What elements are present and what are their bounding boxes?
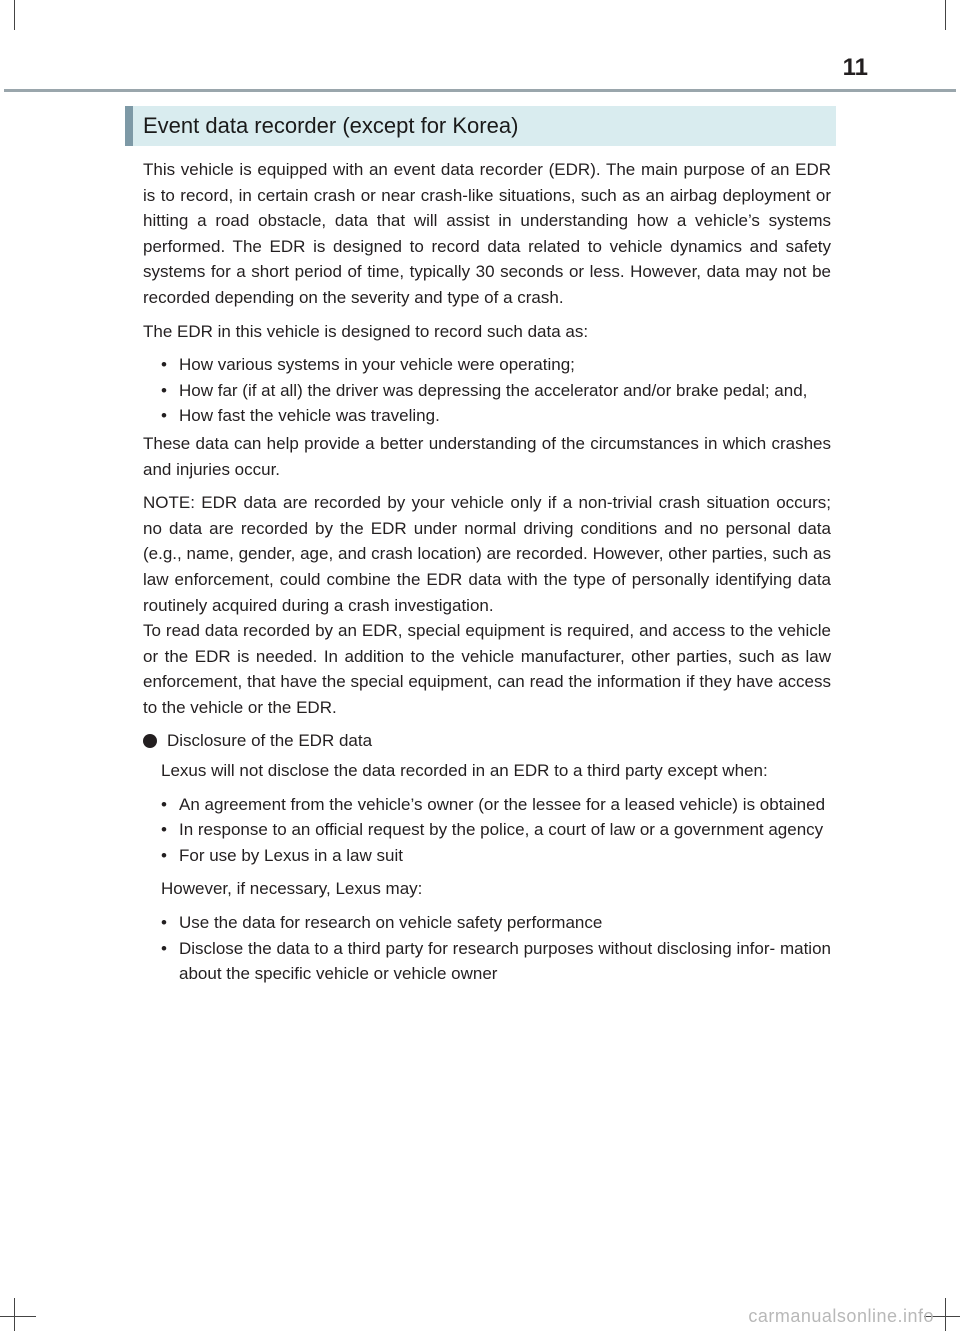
list-item: • How fast the vehicle was traveling. — [143, 403, 831, 429]
bullet-icon: • — [161, 913, 167, 933]
may-items-list — [161, 910, 831, 987]
understanding-paragraph: These data can help provide a better understanding of the circumstances in which crashes and injuries occur. — [143, 433, 831, 479]
crop-mark — [945, 1298, 946, 1331]
bullet-icon: • — [161, 794, 167, 814]
list-item: • In response to an official request by the police, a court of law or a government agency — [161, 817, 831, 843]
crop-mark — [14, 0, 15, 30]
note-paragraph: NOTE: EDR data are recorded by your vehicle only if a non-trivial crash situation occurs; no data are recorded by the EDR under normal driving conditions and no personal data (e.g., name, gender, age, and crash location) are recorded. However, other parties, such as law enforcement, could combine the EDR data with the type of personally identifying data routinely acquired during a crash investigation. — [143, 493, 831, 615]
read-data-paragraph: To read data recorded by an EDR, special equipment is required, and access to the vehicle or the EDR is needed. In addition to the vehicle manufacturer, other parties, such as law enforcement, that have the special equipment, can read the information if they have access to the vehicle or the EDR. — [143, 621, 831, 717]
may-intro: However, if necessary, Lexus may: — [161, 879, 423, 899]
list-item: • Disclose the data to a third party for research purposes without disclosing infor- mation about the specific vehicle or vehicle owner — [161, 936, 831, 987]
crop-mark — [0, 1316, 36, 1317]
bullet-icon: • — [161, 380, 167, 400]
list-item: • An agreement from the vehicle’s owner (or the lessee for a leased vehicle) is obtained — [161, 792, 831, 818]
record-items-list — [143, 352, 831, 429]
intro-paragraph: This vehicle is equipped with an event data recorder (EDR). The main purpose of an EDR is to record, in certain crash or near crash-like situations, such as an airbag deployment or hitting a road obstacle, data that will assist in understanding how a vehicle’s systems performed. The EDR is designed to record data related to vehicle dynamics and safety systems for a short period of time, typically 30 seconds or less. However, data may not be recorded depending on the severity and type of a crash. — [143, 160, 831, 307]
disclosure-intro: Lexus will not disclose the data recorded in an EDR to a third party except when: — [161, 761, 768, 781]
section-header — [125, 106, 836, 146]
bullet-icon: • — [161, 820, 167, 840]
filled-circle-icon — [143, 734, 157, 748]
list-item: • Use the data for research on vehicle safety performance — [161, 910, 831, 936]
bullet-icon: • — [161, 845, 167, 865]
disclosure-exceptions-list — [161, 792, 831, 869]
page-number: 11 — [842, 54, 868, 81]
list-item: • How various systems in your vehicle were operating; — [143, 352, 831, 378]
disclosure-heading-text: Disclosure of the EDR data — [167, 731, 373, 751]
content-body — [143, 157, 831, 995]
bullet-icon: • — [161, 406, 167, 426]
watermark: carmanualsonline.info — [748, 1306, 934, 1326]
list-item: • How far (if at all) the driver was depressing the accelerator and/or brake pedal; and, — [143, 378, 831, 404]
bullet-icon: • — [161, 938, 167, 958]
section-title: Event data recorder (except for Korea) — [143, 113, 519, 138]
disclosure-section — [143, 758, 831, 987]
record-intro-paragraph: The EDR in this vehicle is designed to record such data as: — [143, 321, 589, 341]
crop-mark — [14, 1298, 15, 1331]
header-rule — [4, 89, 956, 92]
disclosure-heading — [143, 728, 831, 754]
bullet-icon: • — [161, 355, 167, 375]
crop-mark — [945, 0, 946, 30]
list-item: • For use by Lexus in a law suit — [161, 843, 831, 869]
